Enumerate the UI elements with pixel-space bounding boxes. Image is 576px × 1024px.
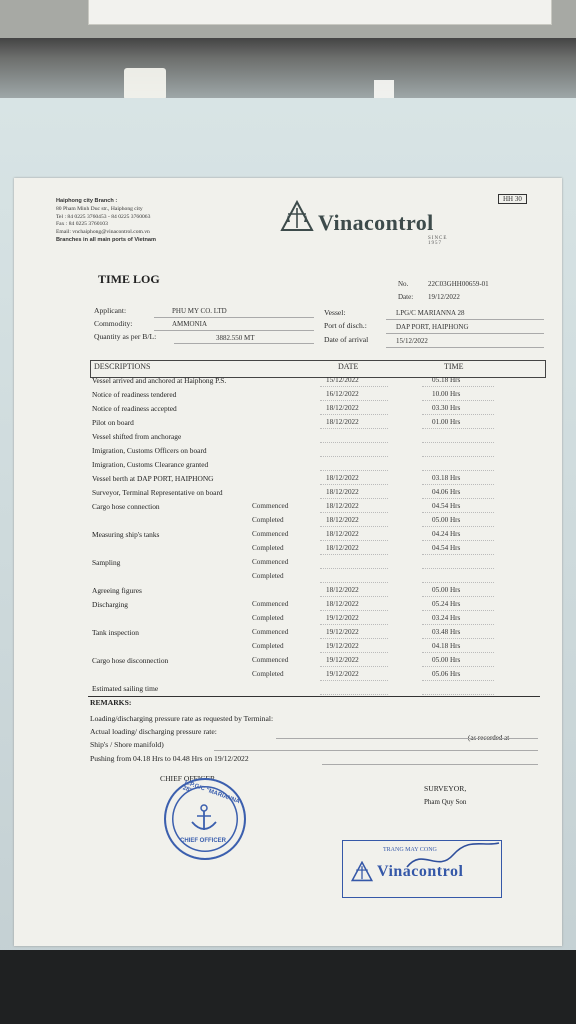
row-time: 04.24 Hrs bbox=[432, 530, 461, 538]
no-value: 22C03GHH00659-01 bbox=[428, 280, 489, 288]
row-sub-label: Commenced bbox=[252, 502, 289, 510]
col-time: TIME bbox=[444, 362, 464, 371]
row-time: 05.18 Hrs bbox=[432, 376, 461, 384]
row-label: Surveyor, Terminal Representative on board bbox=[92, 488, 223, 497]
row-sub-label: Completed bbox=[252, 670, 284, 678]
row-time: 04.54 Hrs bbox=[432, 502, 461, 510]
branch-fax: Fax : 84 0225 3760103 bbox=[56, 221, 108, 228]
row-sub-label: Completed bbox=[252, 544, 284, 552]
date-label: Date: bbox=[398, 293, 414, 301]
branch-title: Haiphong city Branch : bbox=[56, 198, 118, 204]
logo-wordmark: Vinacontrol bbox=[318, 210, 434, 235]
row-sub-label: Commenced bbox=[252, 530, 289, 538]
row-date: 19/12/2022 bbox=[326, 628, 359, 636]
ship-stamp bbox=[164, 778, 246, 860]
quantity-value: 3882.550 MT bbox=[216, 334, 255, 342]
form-code: HH 30 bbox=[498, 194, 527, 204]
row-time: 04.54 Hrs bbox=[432, 544, 461, 552]
row-time: 03.30 Hrs bbox=[432, 404, 461, 412]
arrival-label: Date of arrival bbox=[324, 335, 369, 344]
applicant-label: Applicant: bbox=[94, 306, 127, 315]
row-label: Imigration, Customs Clearance granted bbox=[92, 460, 209, 469]
row-label: Sampling bbox=[92, 558, 121, 567]
row-label: Discharging bbox=[92, 600, 128, 609]
remarks-line-4: Pushing from 04.18 Hrs to 04.48 Hrs on 19/12/2022 bbox=[90, 754, 249, 763]
row-date: 18/12/2022 bbox=[326, 474, 359, 482]
row-label: Agreeing figures bbox=[92, 586, 142, 595]
row-time: 05.06 Hrs bbox=[432, 670, 461, 678]
row-sub-label: Commenced bbox=[252, 558, 289, 566]
row-date: 18/12/2022 bbox=[326, 600, 359, 608]
col-date: DATE bbox=[338, 362, 359, 371]
row-time: 05.00 Hrs bbox=[432, 656, 461, 664]
row-label: Tank inspection bbox=[92, 628, 139, 637]
row-label: Cargo hose disconnection bbox=[92, 656, 169, 665]
row-label: Vessel shifted from anchorage bbox=[92, 432, 182, 441]
vessel-value: LPG/C MARIANNA 28 bbox=[396, 309, 465, 317]
row-time: 10.00 Hrs bbox=[432, 390, 461, 398]
branch-info bbox=[56, 198, 156, 245]
row-time: 01.00 Hrs bbox=[432, 418, 461, 426]
port-value: DAP PORT, HAIPHONG bbox=[396, 323, 469, 331]
row-sub-label: Completed bbox=[252, 614, 284, 622]
row-time: 03.48 Hrs bbox=[432, 628, 461, 636]
row-date: 19/12/2022 bbox=[326, 656, 359, 664]
chief-officer-label: CHIEF OFFICER, bbox=[160, 774, 217, 783]
row-time: 04.06 Hrs bbox=[432, 488, 461, 496]
remarks-line-2: Actual loading/ discharging pressure rate: bbox=[90, 727, 217, 736]
row-time: 03.24 Hrs bbox=[432, 614, 461, 622]
row-date: 18/12/2022 bbox=[326, 404, 359, 412]
vessel-label: Vessel: bbox=[324, 308, 346, 317]
row-date: 18/12/2022 bbox=[326, 530, 359, 538]
branch-address: 80 Pham Minh Duc str., Haiphong city bbox=[56, 205, 143, 212]
row-date: 18/12/2022 bbox=[326, 544, 359, 552]
no-label: No. bbox=[398, 280, 409, 288]
row-sub-label: Completed bbox=[252, 516, 284, 524]
surveyor-label: SURVEYOR, bbox=[424, 784, 467, 793]
signature-mark bbox=[403, 837, 513, 877]
row-time: 03.18 Hrs bbox=[432, 474, 461, 482]
remarks-heading: REMARKS: bbox=[90, 698, 132, 707]
row-date: 19/12/2022 bbox=[326, 642, 359, 650]
row-label: Imigration, Customs Officers on board bbox=[92, 446, 207, 455]
vinacontrol-stamp bbox=[342, 840, 502, 898]
vstamp-top-text: TRANG MAY CONG bbox=[383, 847, 437, 853]
row-date: 18/12/2022 bbox=[326, 502, 359, 510]
background-floor bbox=[0, 950, 576, 1024]
row-sub-label: Commenced bbox=[252, 628, 289, 636]
row-label: Cargo hose connection bbox=[92, 502, 160, 511]
col-descriptions: DESCRIPTIONS bbox=[94, 362, 151, 371]
row-date: 18/12/2022 bbox=[326, 586, 359, 594]
row-label: Measuring ship's tanks bbox=[92, 530, 160, 539]
commodity-label: Commodity: bbox=[94, 319, 133, 328]
row-date: 18/12/2022 bbox=[326, 488, 359, 496]
branches-note: Branches in all main ports of Vietnam bbox=[56, 236, 156, 243]
time-log-document bbox=[14, 178, 562, 946]
row-sub-label: Commenced bbox=[252, 600, 289, 608]
row-label: Notice of readiness tendered bbox=[92, 390, 177, 399]
stamp-top-text: L.P.G/C "MARIANNA 28" bbox=[181, 779, 241, 806]
surveyor-name: Pham Quy Son bbox=[424, 798, 467, 806]
row-time: 05.00 Hrs bbox=[432, 586, 461, 594]
row-time: 04.18 Hrs bbox=[432, 642, 461, 650]
arrival-value: 15/12/2022 bbox=[396, 337, 428, 345]
document-title: TIME LOG bbox=[98, 272, 160, 286]
row-label: Notice of readiness accepted bbox=[92, 404, 177, 413]
row-date: 15/12/2022 bbox=[326, 376, 359, 384]
branch-tel: Tel : 84 0225 3760453 - 84 0225 3760063 bbox=[56, 213, 151, 220]
row-date: 16/12/2022 bbox=[326, 390, 359, 398]
vinacontrol-logo bbox=[280, 200, 448, 246]
background-paper bbox=[88, 0, 552, 25]
scale-icon bbox=[351, 861, 373, 883]
applicant-value: PHU MY CO. LTD bbox=[172, 307, 227, 315]
row-label: Vessel berth at DAP PORT, HAIPHONG bbox=[92, 474, 214, 483]
row-label: Pilot on board bbox=[92, 418, 134, 427]
row-date: 19/12/2022 bbox=[326, 614, 359, 622]
scale-icon bbox=[280, 200, 314, 234]
row-label: Estimated sailing time bbox=[92, 684, 159, 693]
anchor-icon bbox=[186, 800, 222, 836]
row-sub-label: Completed bbox=[252, 642, 284, 650]
row-label: Vessel arrived and anchored at Haiphong P.S. bbox=[92, 376, 227, 385]
logo-since: SINCE 1957 bbox=[428, 236, 448, 246]
quantity-label: Quantity as per B/L: bbox=[94, 332, 157, 341]
row-date: 18/12/2022 bbox=[326, 418, 359, 426]
row-sub-label: Completed bbox=[252, 572, 284, 580]
row-time: 05.24 Hrs bbox=[432, 600, 461, 608]
port-label: Port of disch.: bbox=[324, 321, 367, 330]
ceiling-light-reflection bbox=[374, 80, 394, 98]
remarks-line-2-right: (as recorded at bbox=[468, 734, 510, 742]
row-date: 19/12/2022 bbox=[326, 670, 359, 678]
remarks-line-1: Loading/discharging pressure rate as requested by Terminal: bbox=[90, 714, 274, 723]
stamp-bottom-text: CHIEF OFFICER bbox=[180, 838, 226, 844]
remarks-line-3: Ship's / Shore manifold) bbox=[90, 740, 164, 749]
background-shadow bbox=[0, 38, 576, 98]
date-value: 19/12/2022 bbox=[428, 293, 460, 301]
branch-email: Email: vnchaiphong@vinacontrol.com.vn bbox=[56, 229, 150, 236]
vstamp-wordmark: Vinacontrol bbox=[377, 863, 464, 880]
ceiling-light-reflection bbox=[124, 68, 166, 100]
commodity-value: AMMONIA bbox=[172, 320, 207, 328]
row-date: 18/12/2022 bbox=[326, 516, 359, 524]
row-sub-label: Commenced bbox=[252, 656, 289, 664]
row-time: 05.00 Hrs bbox=[432, 516, 461, 524]
